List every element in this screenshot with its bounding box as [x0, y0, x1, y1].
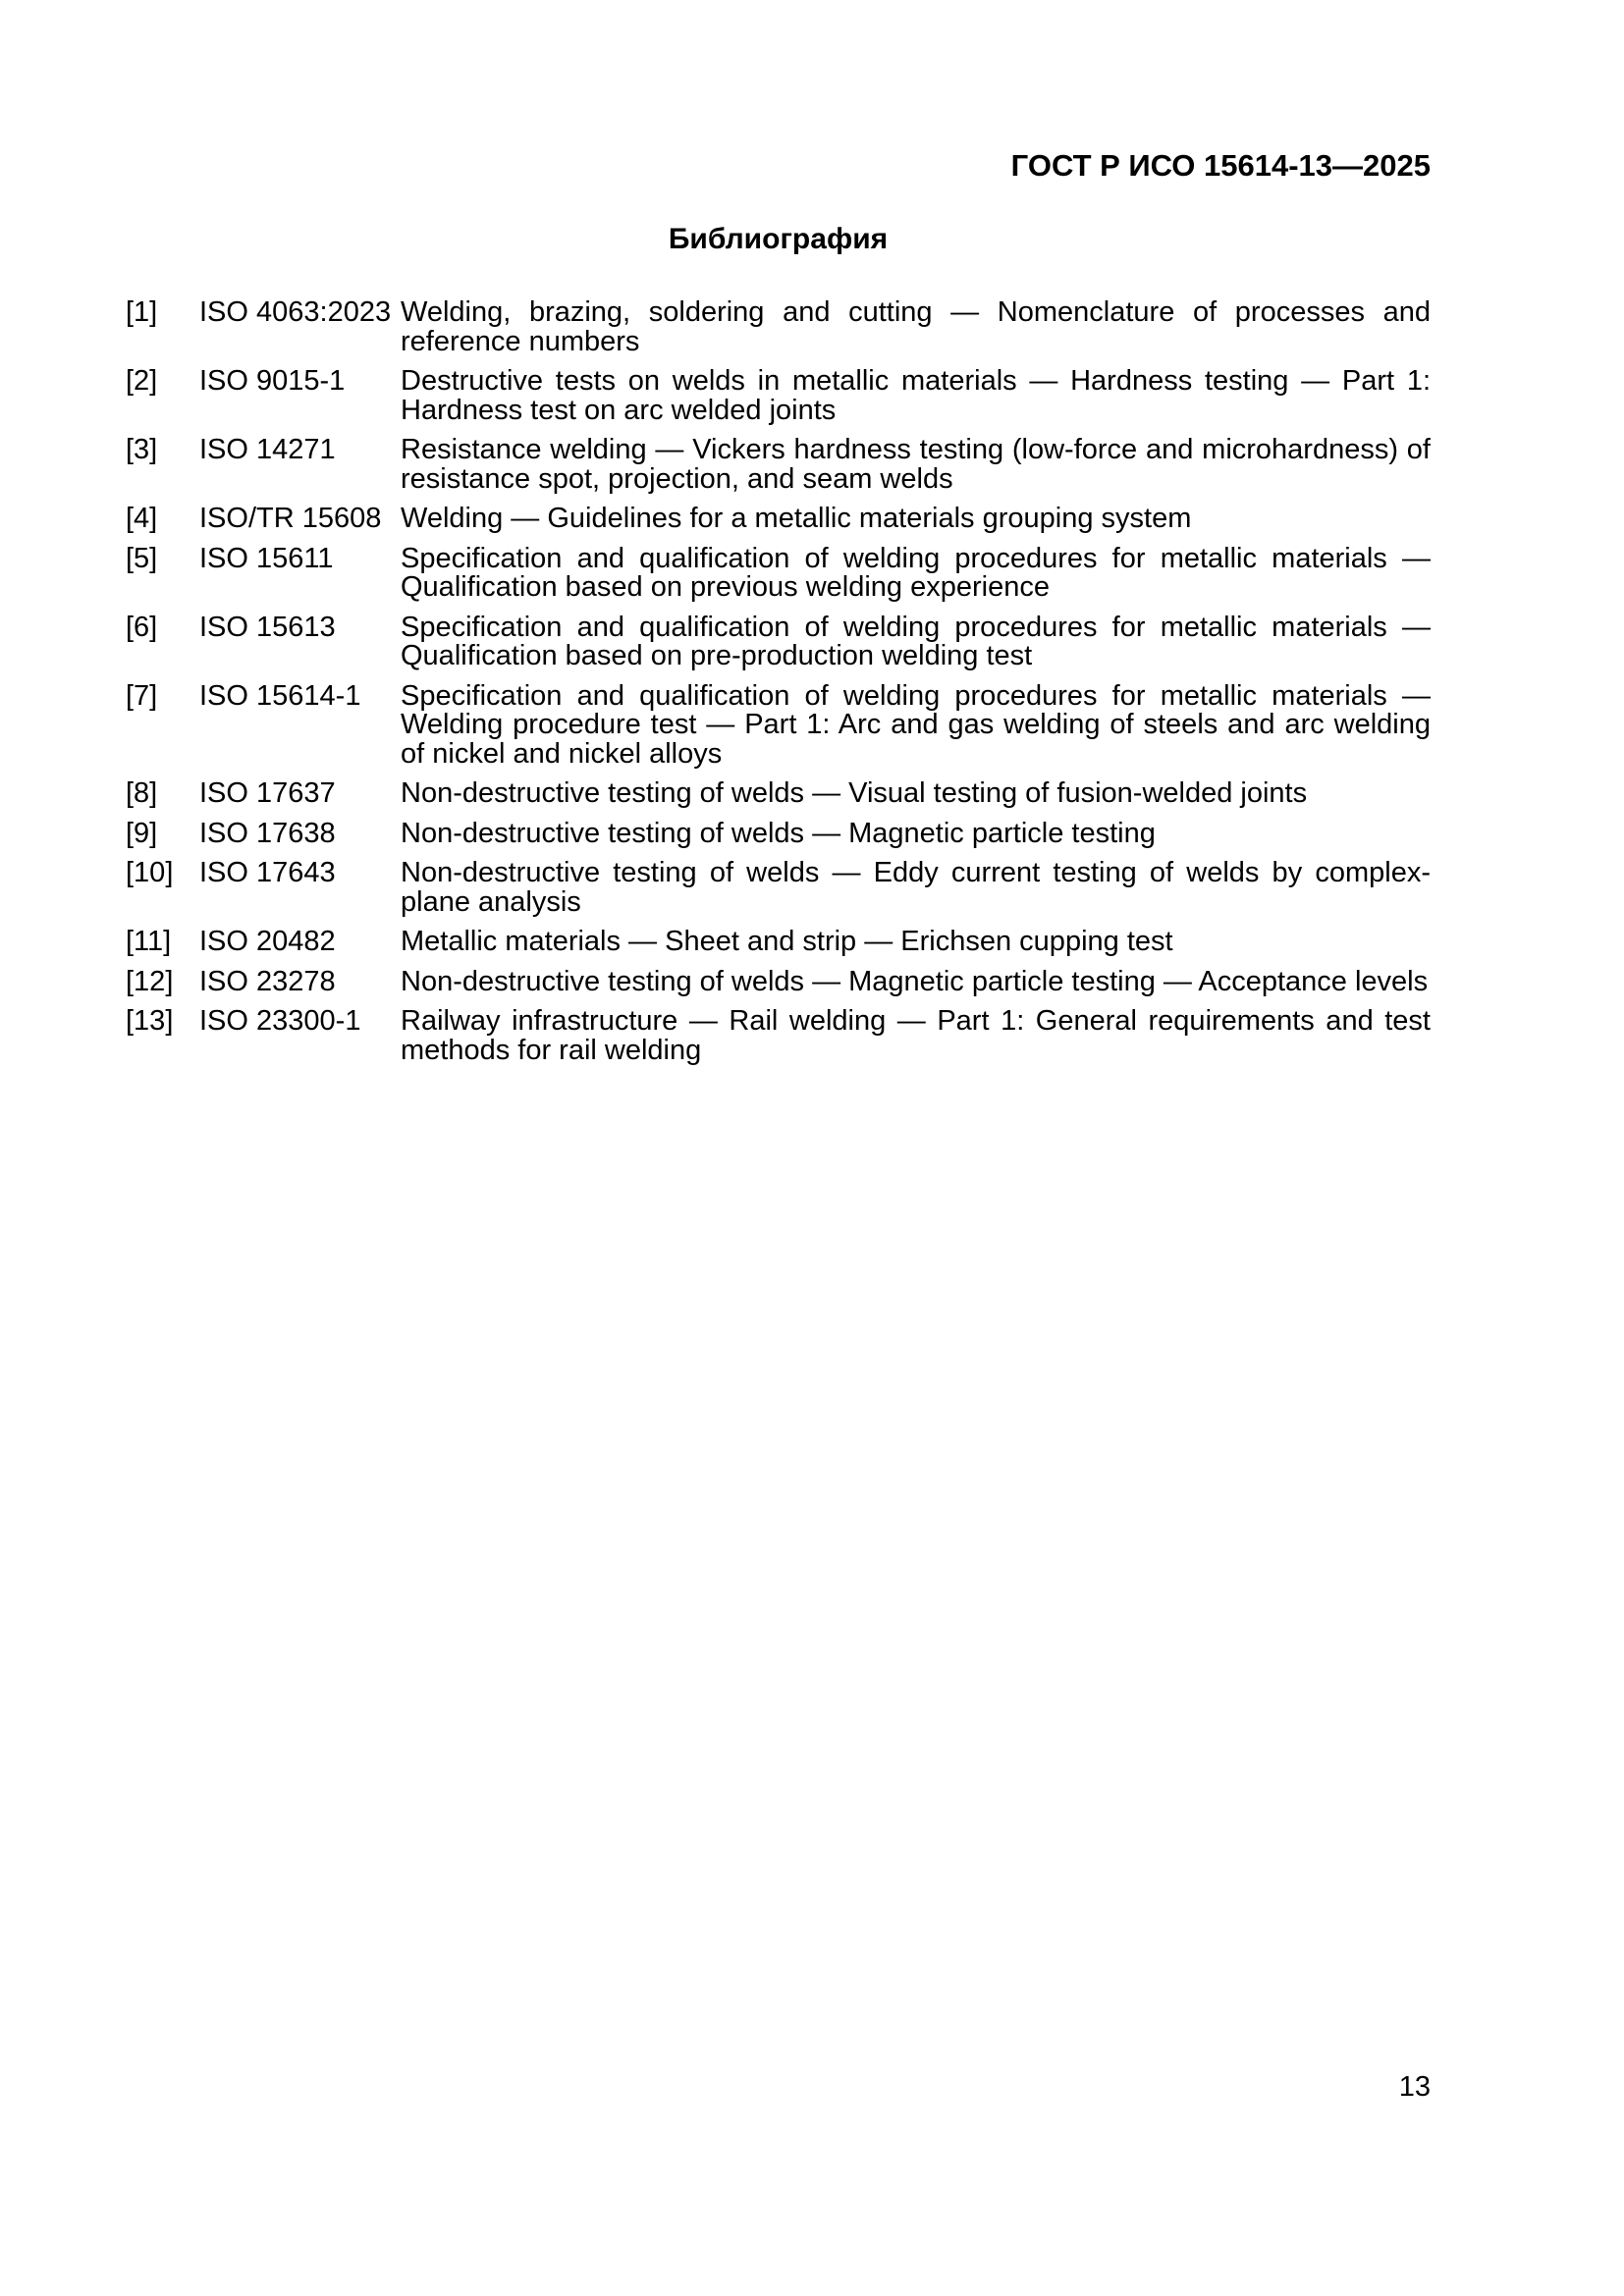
bibliography-entry	[126, 542, 1431, 603]
entry-ref-number: [1]	[126, 296, 158, 328]
bibliography-entry	[126, 965, 1431, 997]
bibliography-entry	[126, 505, 1431, 534]
entry-ref-number: [5]	[126, 542, 158, 574]
entry-description: Metallic materials — Sheet and strip — Erichsen cupping test	[401, 926, 1173, 957]
entry-description: Welding — Guidelines for a metallic materials grouping system	[401, 503, 1192, 534]
entry-ref-number: [12]	[126, 965, 174, 997]
entry-ref-number: [2]	[126, 365, 158, 397]
entry-ref-number: [6]	[126, 611, 158, 643]
entry-ref-number: [11]	[126, 926, 172, 957]
page-title: Библиография	[668, 223, 889, 255]
entry-description: Non-destructive testing of welds — Eddy current testing of welds by complex-plane analysis	[401, 857, 1431, 918]
entry-standard-code: ISO 17638	[199, 817, 336, 849]
bibliography-entry	[126, 928, 1431, 957]
entry-standard-code: ISO 23278	[199, 965, 336, 997]
entry-description: Specification and qualification of welding procedures for metallic materials — Welding procedure test — Part 1: Arc and gas welding of steels and arc welding of nickel and nickel alloys	[401, 679, 1431, 770]
entry-standard-code: ISO 14271	[199, 434, 336, 465]
bibliography-entry	[126, 298, 1431, 356]
entry-standard-code: ISO 9015-1	[199, 365, 346, 397]
entry-ref-number: [7]	[126, 679, 158, 712]
entry-description: Welding, brazing, soldering and cutting — Nomenclature of processes and reference numbers	[401, 296, 1431, 357]
document-code-header: ГОСТ Р ИСО 15614-13—2025	[1010, 148, 1431, 183]
bibliography-entry	[126, 779, 1431, 809]
bibliography-entry	[126, 367, 1431, 425]
entry-ref-number: [13]	[126, 1005, 174, 1037]
entry-description: Non-destructive testing of welds — Magnetic particle testing	[401, 817, 1156, 849]
entry-description: Specification and qualification of welding procedures for metallic materials — Qualification based on previous welding experience	[401, 542, 1431, 603]
entry-standard-code: ISO 15613	[199, 611, 336, 643]
entry-description: Railway infrastructure — Rail welding — Part 1: General requirements and test methods for rail welding	[401, 1005, 1431, 1066]
bibliography-entry	[126, 679, 1431, 770]
entry-standard-code: ISO 15614-1	[199, 679, 361, 712]
entry-description: Non-destructive testing of welds — Magnetic particle testing — Acceptance levels	[401, 965, 1429, 997]
bibliography-entry	[126, 436, 1431, 494]
bibliography-entry	[126, 1007, 1431, 1065]
entry-description: Specification and qualification of welding procedures for metallic materials — Qualification based on pre-production welding test	[401, 611, 1431, 671]
entry-description: Non-destructive testing of welds — Visual testing of fusion-welded joints	[401, 777, 1308, 809]
entry-ref-number: [3]	[126, 434, 158, 465]
bibliography-entry	[126, 817, 1431, 849]
entry-standard-code: ISO 4063:2023	[199, 296, 392, 328]
bibliography-entry	[126, 859, 1431, 917]
entry-ref-number: [10]	[126, 857, 174, 888]
bibliography-entry	[126, 611, 1431, 671]
entry-standard-code: ISO/TR 15608	[199, 503, 382, 534]
entry-standard-code: ISO 15611	[199, 542, 334, 574]
entry-description: Destructive tests on welds in metallic materials — Hardness testing — Part 1: Hardness test on arc welded joints	[401, 365, 1431, 426]
entry-ref-number: [4]	[126, 503, 158, 534]
entry-standard-code: ISO 17637	[199, 777, 336, 809]
entry-standard-code: ISO 23300-1	[199, 1005, 361, 1037]
entry-description: Resistance welding — Vickers hardness testing (low-force and microhardness) of resistance spot, projection, and seam welds	[401, 434, 1431, 495]
page-number: 13	[1398, 2071, 1431, 2103]
entry-standard-code: ISO 17643	[199, 857, 336, 888]
entry-standard-code: ISO 20482	[199, 926, 336, 957]
entry-ref-number: [8]	[126, 777, 158, 809]
bibliography-list	[126, 298, 1431, 1076]
entry-ref-number: [9]	[126, 817, 158, 849]
